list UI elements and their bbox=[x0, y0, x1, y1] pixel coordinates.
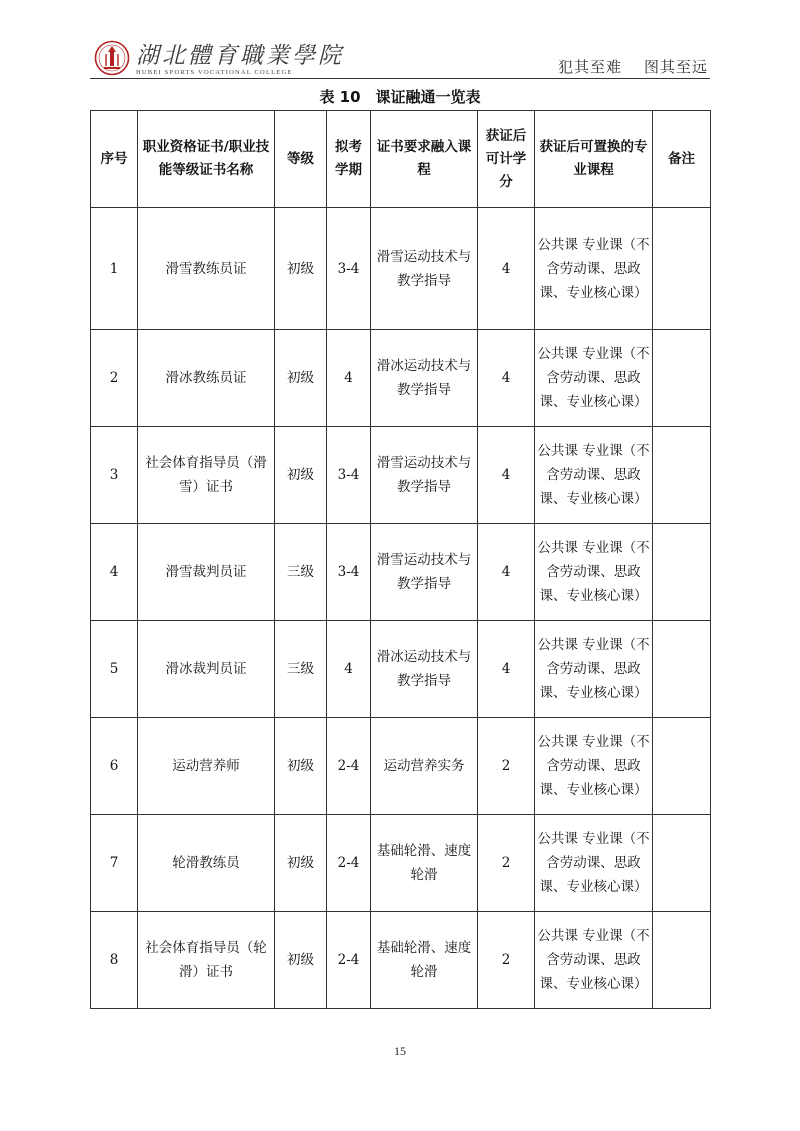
cell-cert: 运动营养师 bbox=[138, 718, 275, 815]
college-name-cn: 湖北體育職業學院 bbox=[136, 43, 344, 69]
cell-no: 8 bbox=[91, 912, 138, 1009]
cell-no: 4 bbox=[91, 524, 138, 621]
cell-replace: 公共课 专业课（不含劳动课、思政课、专业核心课） bbox=[535, 718, 653, 815]
cell-credit: 4 bbox=[478, 621, 535, 718]
cell-term: 3-4 bbox=[327, 524, 371, 621]
cell-note bbox=[653, 427, 711, 524]
cell-course: 滑雪运动技术与教学指导 bbox=[371, 208, 478, 330]
header-divider bbox=[90, 78, 710, 79]
cell-replace: 公共课 专业课（不含劳动课、思政课、专业核心课） bbox=[535, 427, 653, 524]
table-row bbox=[91, 912, 711, 1009]
cell-note bbox=[653, 208, 711, 330]
cell-no: 1 bbox=[91, 208, 138, 330]
college-logo bbox=[136, 44, 344, 77]
cell-level: 初级 bbox=[275, 330, 327, 427]
cell-note bbox=[653, 815, 711, 912]
cell-cert: 滑雪教练员证 bbox=[138, 208, 275, 330]
table-row bbox=[91, 815, 711, 912]
cell-replace: 公共课 专业课（不含劳动课、思政课、专业核心课） bbox=[535, 621, 653, 718]
cell-course: 滑雪运动技术与教学指导 bbox=[371, 427, 478, 524]
cell-term: 4 bbox=[327, 330, 371, 427]
cell-credit: 4 bbox=[478, 330, 535, 427]
cell-level: 初级 bbox=[275, 718, 327, 815]
page-header bbox=[90, 38, 710, 78]
cell-term: 2-4 bbox=[327, 912, 371, 1009]
cell-replace: 公共课 专业课（不含劳动课、思政课、专业核心课） bbox=[535, 330, 653, 427]
page-number: 15 bbox=[394, 1044, 406, 1058]
table-caption: 表 10 课证融通一览表 bbox=[319, 88, 481, 106]
cell-course: 运动营养实务 bbox=[371, 718, 478, 815]
cell-course: 基础轮滑、速度轮滑 bbox=[371, 912, 478, 1009]
table-row bbox=[91, 427, 711, 524]
motto-part-2: 图其至远 bbox=[643, 58, 708, 76]
cell-replace: 公共课 专业课（不含劳动课、思政课、专业核心课） bbox=[535, 524, 653, 621]
cell-note bbox=[653, 330, 711, 427]
cell-term: 2-4 bbox=[327, 815, 371, 912]
table-header-row bbox=[91, 111, 711, 208]
cell-term: 3-4 bbox=[327, 427, 371, 524]
cell-credit: 4 bbox=[478, 208, 535, 330]
cell-no: 2 bbox=[91, 330, 138, 427]
cell-term: 3-4 bbox=[327, 208, 371, 330]
cell-note bbox=[653, 621, 711, 718]
cell-replace: 公共课 专业课（不含劳动课、思政课、专业核心课） bbox=[535, 815, 653, 912]
motto-part-1: 犯其至难 bbox=[557, 58, 622, 76]
cell-replace: 公共课 专业课（不含劳动课、思政课、专业核心课） bbox=[535, 208, 653, 330]
course-certificate-table bbox=[90, 110, 711, 1009]
cell-credit: 2 bbox=[478, 718, 535, 815]
cell-cert: 滑冰教练员证 bbox=[138, 330, 275, 427]
header-level: 等级 bbox=[275, 111, 327, 208]
cell-no: 6 bbox=[91, 718, 138, 815]
table-row bbox=[91, 208, 711, 330]
table-row bbox=[91, 718, 711, 815]
header-cert: 职业资格证书/职业技能等级证书名称 bbox=[138, 111, 275, 208]
college-seal-icon bbox=[94, 40, 130, 76]
cell-term: 2-4 bbox=[327, 718, 371, 815]
college-name-en: HUBEI SPORTS VOCATIONAL COLLEGE bbox=[136, 69, 293, 76]
cell-course: 基础轮滑、速度轮滑 bbox=[371, 815, 478, 912]
cell-replace: 公共课 专业课（不含劳动课、思政课、专业核心课） bbox=[535, 912, 653, 1009]
header-term: 拟考学期 bbox=[327, 111, 371, 208]
cell-cert: 社会体育指导员（滑雪）证书 bbox=[138, 427, 275, 524]
cell-credit: 4 bbox=[478, 427, 535, 524]
cell-course: 滑冰运动技术与教学指导 bbox=[371, 330, 478, 427]
cell-cert: 轮滑教练员 bbox=[138, 815, 275, 912]
cell-course: 滑冰运动技术与教学指导 bbox=[371, 621, 478, 718]
cell-level: 三级 bbox=[275, 621, 327, 718]
cell-no: 3 bbox=[91, 427, 138, 524]
cell-note bbox=[653, 912, 711, 1009]
cell-credit: 2 bbox=[478, 815, 535, 912]
header-no: 序号 bbox=[91, 111, 138, 208]
cell-credit: 4 bbox=[478, 524, 535, 621]
college-motto bbox=[558, 56, 708, 77]
cell-course: 滑雪运动技术与教学指导 bbox=[371, 524, 478, 621]
table-row bbox=[91, 330, 711, 427]
cell-note bbox=[653, 718, 711, 815]
cell-level: 初级 bbox=[275, 427, 327, 524]
cell-credit: 2 bbox=[478, 912, 535, 1009]
header-note: 备注 bbox=[653, 111, 711, 208]
cell-level: 初级 bbox=[275, 208, 327, 330]
cell-cert: 社会体育指导员（轮滑）证书 bbox=[138, 912, 275, 1009]
cell-cert: 滑冰裁判员证 bbox=[138, 621, 275, 718]
cell-level: 初级 bbox=[275, 912, 327, 1009]
table-row bbox=[91, 621, 711, 718]
header-course: 证书要求融入课程 bbox=[371, 111, 478, 208]
cell-term: 4 bbox=[327, 621, 371, 718]
cell-no: 5 bbox=[91, 621, 138, 718]
cell-level: 初级 bbox=[275, 815, 327, 912]
table-row bbox=[91, 524, 711, 621]
cell-cert: 滑雪裁判员证 bbox=[138, 524, 275, 621]
cell-level: 三级 bbox=[275, 524, 327, 621]
header-credit: 获证后可计学分 bbox=[478, 111, 535, 208]
cell-no: 7 bbox=[91, 815, 138, 912]
cell-note bbox=[653, 524, 711, 621]
header-replace: 获证后可置换的专业课程 bbox=[535, 111, 653, 208]
